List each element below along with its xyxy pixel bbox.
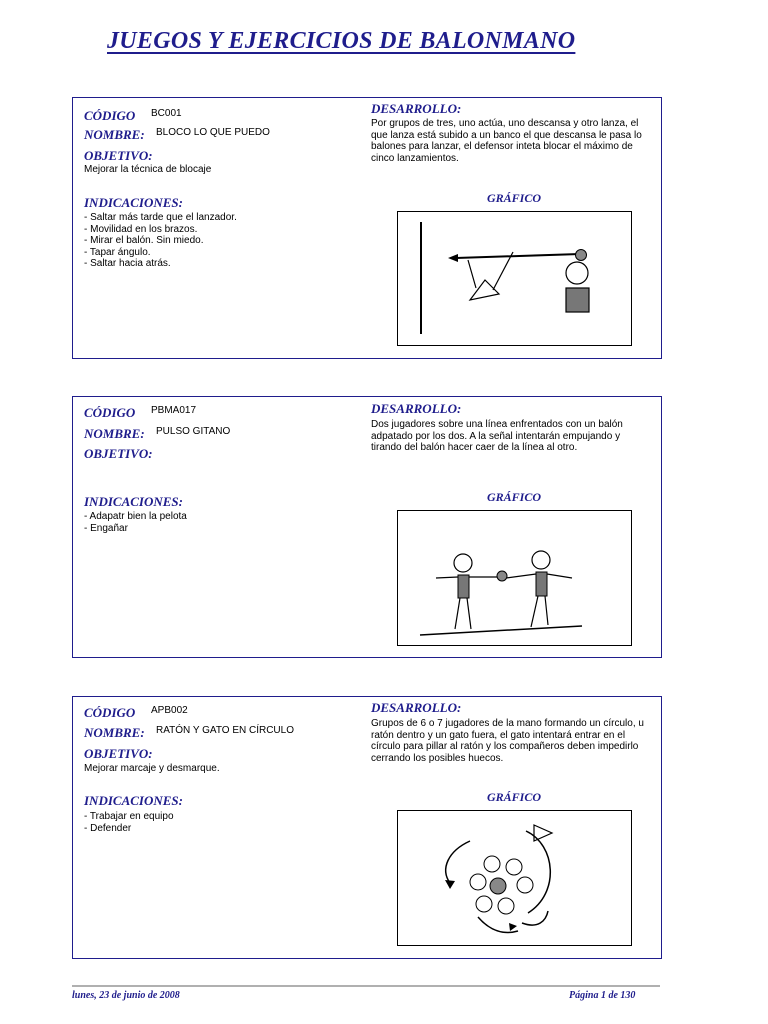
player-head: [454, 554, 472, 572]
codigo-value: APB002: [151, 705, 188, 716]
list-item: - Trabajar en equipo: [84, 811, 174, 822]
list-item: - Saltar hacia atrás.: [84, 258, 171, 269]
player-circle: [506, 859, 522, 875]
indicaciones-label: INDICACIONES:: [84, 793, 183, 808]
list-item: - Saltar más tarde que el lanzador.: [84, 212, 237, 223]
nombre-value: RATÓN Y GATO EN CÍRCULO: [156, 725, 294, 736]
grafico-label: GRÁFICO: [487, 790, 542, 804]
codigo-label: CÓDIGO: [84, 405, 136, 420]
objetivo-value: Mejorar marcaje y desmarque.: [84, 763, 220, 774]
objetivo-value: Mejorar la técnica de blocaje: [84, 164, 212, 175]
footer-date: lunes, 23 de junio de 2008: [72, 990, 180, 1001]
nombre-label: NOMBRE:: [84, 127, 145, 142]
page-title: JUEGOS Y EJERCICIOS DE BALONMANO: [107, 28, 576, 54]
nombre-value: BLOCO LO QUE PUEDO: [156, 127, 270, 138]
player-arm: [547, 574, 572, 578]
throw-arrow-line: [456, 254, 580, 258]
exercise-card-1: [72, 97, 662, 359]
thrower-head: [566, 262, 588, 284]
ball-circle: [576, 250, 587, 261]
pulse-diagram: [398, 511, 631, 645]
player-circle: [484, 856, 500, 872]
objetivo-label: OBJETIVO:: [84, 746, 153, 761]
grafico-diagram: [397, 510, 632, 646]
arrow-head: [445, 880, 455, 889]
arc-arrow: [522, 911, 548, 925]
grafico-label: GRÁFICO: [487, 191, 542, 205]
indicaciones-list: [84, 811, 174, 834]
grafico-label: GRÁFICO: [487, 490, 542, 504]
list-item: - Tapar ángulo.: [84, 246, 151, 258]
codigo-value: BC001: [151, 108, 182, 119]
player-leg: [455, 598, 460, 629]
player-circle: [470, 874, 486, 890]
player-circle: [498, 898, 514, 914]
desarrollo-label: DESARROLLO:: [371, 101, 462, 116]
grafico-diagram: [397, 211, 632, 346]
nombre-label: NOMBRE:: [84, 426, 145, 441]
player-body: [458, 575, 469, 598]
footer-page-number: Página 1 de 130: [569, 990, 636, 1001]
arc-arrow: [446, 841, 470, 883]
list-item: - Adapatr bien la pelota: [84, 511, 187, 522]
arc-arrow: [526, 831, 550, 913]
list-item: - Movilidad en los brazos.: [84, 223, 198, 235]
player-leg: [467, 598, 471, 629]
exercise-card-2: [72, 396, 662, 658]
ball-circle: [497, 571, 507, 581]
objetivo-label: OBJETIVO:: [84, 446, 153, 461]
indicaciones-label: INDICACIONES:: [84, 494, 183, 509]
cat-mouse-diagram: [398, 811, 631, 945]
desarrollo-text: Por grupos de tres, uno actúa, uno descansa y otro lanza, el que lanza está subido a un banco el que descansa le pasa lo balones para lanzar, el defensor inteta blocar el máximo de cinco lanzamientos.: [371, 118, 642, 164]
player-circle: [476, 896, 492, 912]
player-body: [536, 572, 547, 596]
list-item: - Engañar: [84, 522, 128, 534]
desarrollo-label: DESARROLLO:: [371, 700, 462, 715]
desarrollo-text: Grupos de 6 o 7 jugadores de la mano formando un círculo, u ratón dentro y un gato fuera, el gato intentará entrar en el círculo para pillar al ratón y los compañeros deben impedirlo cerrando los posibles huecos.: [371, 718, 644, 764]
codigo-label: CÓDIGO: [84, 705, 136, 720]
objetivo-label: OBJETIVO:: [84, 148, 153, 163]
arrow-head: [509, 923, 517, 931]
indicaciones-list: [84, 511, 187, 534]
desarrollo-label: DESARROLLO:: [371, 401, 462, 416]
blocking-diagram: [398, 212, 631, 345]
codigo-label: CÓDIGO: [84, 108, 136, 123]
desarrollo-text: Dos jugadores sobre una línea enfrentados con un balón adpatado por los dos. A la señal intentarán empujando y tirando del balón hacer caer de la línea al otro.: [371, 419, 623, 453]
codigo-value: PBMA017: [151, 405, 197, 416]
nombre-value: PULSO GITANO: [156, 426, 231, 437]
bench-box: [566, 288, 589, 312]
exercise-card-3: [72, 696, 662, 959]
player-arm: [436, 577, 458, 578]
player-head: [532, 551, 550, 569]
player-arm: [506, 574, 536, 578]
indicaciones-list: [84, 212, 237, 270]
nombre-label: NOMBRE:: [84, 725, 145, 740]
player-leg: [531, 596, 538, 627]
player-leg: [545, 596, 548, 625]
list-item: - Defender: [84, 822, 132, 834]
arrow-head: [448, 254, 458, 262]
defender-arm: [468, 260, 476, 288]
list-item: - Mirar el balón. Sin miedo.: [84, 235, 204, 246]
player-circle: [517, 877, 533, 893]
grafico-diagram: [397, 810, 632, 946]
footer-divider: [72, 985, 660, 987]
mouse-circle: [490, 878, 506, 894]
ground-line: [420, 626, 582, 635]
indicaciones-label: INDICACIONES:: [84, 195, 183, 210]
